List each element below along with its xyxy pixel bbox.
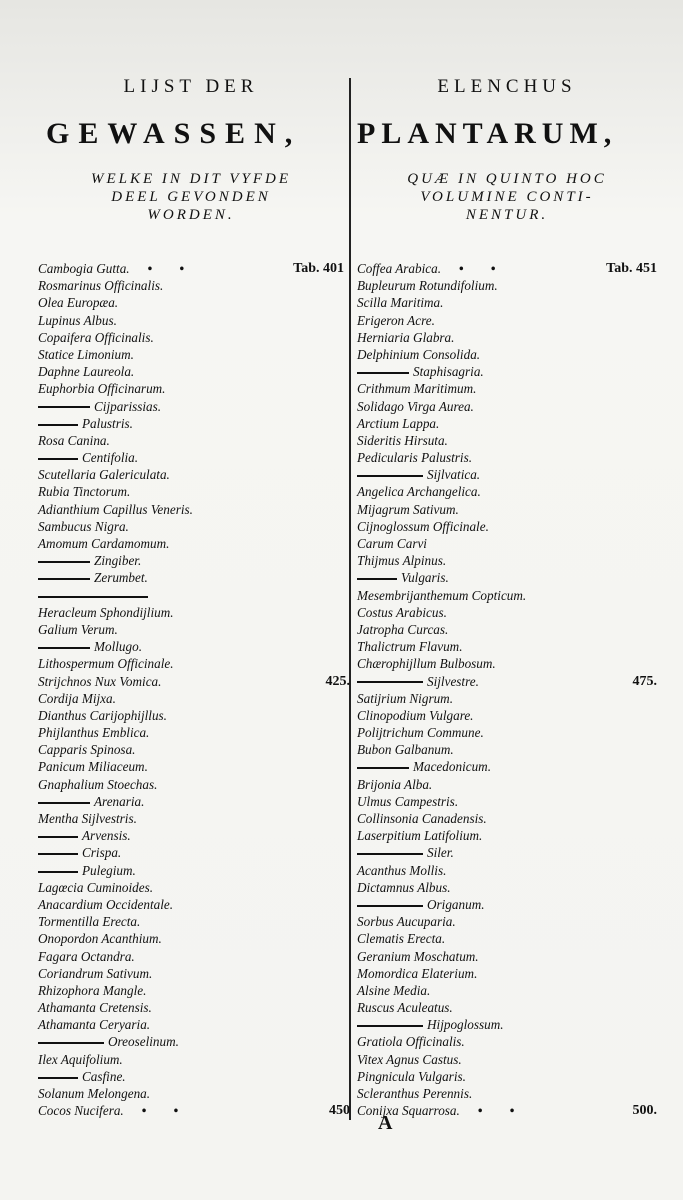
- plant-name: Fagara Octandra.: [38, 948, 135, 964]
- plant-name: Arenaria.: [94, 793, 145, 809]
- plant-entry: [357, 655, 657, 672]
- plant-entry: [38, 913, 344, 930]
- plant-entry: [357, 518, 657, 535]
- ditto-dash: [38, 458, 78, 460]
- plant-name: Geranium Moschatum.: [357, 948, 479, 964]
- plant-name: Heracleum Sphondijlium.: [38, 604, 174, 620]
- plant-name: Gnaphalium Stoechas.: [38, 776, 158, 792]
- plant-name: Pedicularis Palustris.: [357, 450, 473, 466]
- right-heading-1: ELENCHUS: [437, 76, 577, 97]
- ditto-dash: [357, 372, 409, 374]
- plant-entry: [357, 758, 657, 775]
- ditto-dash: [357, 578, 397, 580]
- plant-name: Sijlvatica.: [427, 467, 481, 483]
- plant-name: Anacardium Occidentale.: [38, 896, 174, 912]
- ditto-dash: [357, 767, 409, 769]
- ditto-dash: [38, 871, 78, 873]
- plant-entry: [357, 621, 657, 638]
- plant-name: Rubia Tinctorum.: [38, 484, 131, 500]
- plant-entry: [357, 604, 657, 621]
- plant-entry: [38, 896, 344, 913]
- plate-number: 425.: [325, 673, 350, 689]
- plant-name: Sorbus Aucuparia.: [357, 914, 456, 930]
- plant-entry: [357, 896, 657, 913]
- plant-name: Galium Verum.: [38, 621, 118, 637]
- plant-entry: [357, 1016, 657, 1033]
- plant-name: Copaifera Officinalis.: [38, 329, 154, 345]
- plant-entry: [38, 741, 344, 758]
- plant-entry: [38, 690, 344, 707]
- dutch-column: [38, 74, 350, 1119]
- plant-entry: [357, 483, 657, 500]
- plant-entry: [38, 965, 344, 982]
- left-subheading: [38, 170, 344, 224]
- plant-name: Brijonia Alba.: [357, 776, 433, 792]
- plant-entry: [38, 518, 344, 535]
- left-heading-2: GEWASSEN,: [46, 117, 302, 150]
- plant-name: Jatropha Curcas.: [357, 621, 449, 637]
- plant-entry: [38, 312, 344, 329]
- plant-name: Sideritis Hirsuta.: [357, 432, 448, 448]
- left-subheading-line: WELKE IN DIT VYFDE: [91, 171, 291, 187]
- plant-entry: [357, 673, 657, 690]
- plant-name: Delphinium Consolida.: [357, 346, 481, 362]
- plant-name: Ruscus Aculeatus.: [357, 1000, 453, 1016]
- plant-name: Vitex Agnus Castus.: [357, 1051, 462, 1067]
- plant-entry: [357, 1051, 657, 1068]
- plant-name: Cijparissias.: [94, 398, 162, 414]
- ditto-dash: [357, 1025, 423, 1027]
- plant-entry: [38, 844, 344, 861]
- plant-name: Zerumbet.: [94, 570, 148, 586]
- ditto-dash: [357, 475, 423, 477]
- plant-name: Clinopodium Vulgare.: [357, 707, 474, 723]
- plant-entry: [357, 707, 657, 724]
- separator-rule: [38, 596, 148, 598]
- plant-name: Athamanta Cretensis.: [38, 1000, 152, 1016]
- plate-number: 450: [329, 1103, 350, 1119]
- plant-entry: [38, 346, 344, 363]
- plant-name: Coffea Arabica.: [357, 261, 442, 276]
- plant-name: Herniaria Glabra.: [357, 329, 455, 345]
- left-subheading-line: WORDEN.: [147, 207, 235, 223]
- plant-entry: [357, 862, 657, 879]
- plant-name: Scilla Maritima.: [357, 295, 444, 311]
- plant-name: Clematis Erecta.: [357, 931, 446, 947]
- plant-entry: [357, 1102, 657, 1119]
- plant-name: Rhizophora Mangle.: [38, 982, 147, 998]
- plant-name: Scutellaria Galericulata.: [38, 467, 170, 483]
- ditto-dash: [38, 561, 90, 563]
- plant-name: Costus Arabicus.: [357, 604, 447, 620]
- plant-entry: [357, 449, 657, 466]
- plant-entry: [38, 621, 344, 638]
- plant-name: Arvensis.: [82, 828, 131, 844]
- plant-entry: [38, 501, 344, 518]
- plant-entry: [357, 569, 657, 586]
- ditto-dash: [38, 406, 90, 408]
- plant-entry: [357, 930, 657, 947]
- plant-name: Solidago Virga Aurea.: [357, 398, 474, 414]
- plant-entry: [38, 535, 344, 552]
- plant-name: Polijtrichum Commune.: [357, 725, 484, 741]
- plant-entry: [38, 466, 344, 483]
- plant-name: Mollugo.: [94, 639, 142, 655]
- plant-entry: [38, 827, 344, 844]
- leader-dots: • •: [477, 1103, 527, 1119]
- plant-name: Momordica Elaterium.: [357, 965, 478, 981]
- plant-name: Mijagrum Sativum.: [357, 501, 459, 517]
- right-subheading-line: VOLUMINE CONTI-: [420, 189, 594, 205]
- right-subheading: [357, 170, 657, 224]
- plant-name: Mesembrijanthemum Copticum.: [357, 587, 527, 603]
- plant-entry: [38, 948, 344, 965]
- plant-name: Gratiola Officinalis.: [357, 1034, 465, 1050]
- plant-entry: [357, 948, 657, 965]
- plate-number: 475.: [632, 673, 657, 689]
- plant-entry: [357, 1085, 657, 1102]
- plant-name: Tormentilla Erecta.: [38, 914, 141, 930]
- plant-entry: [357, 741, 657, 758]
- plant-entry: [38, 655, 344, 672]
- plant-name: Cambogia Gutta.: [38, 261, 130, 276]
- plant-entry: [357, 466, 657, 483]
- plant-name: Chærophijllum Bulbosum.: [357, 656, 496, 672]
- plant-name: Dianthus Carijophijllus.: [38, 707, 167, 723]
- plant-name: Laserpitium Latifolium.: [357, 828, 483, 844]
- plant-name: Pingnicula Vulgaris.: [357, 1068, 466, 1084]
- plant-name: Lupinus Albus.: [38, 312, 117, 328]
- plant-entry: [38, 638, 344, 655]
- plant-name: Pulegium.: [82, 862, 136, 878]
- plant-name: Athamanta Ceryaria.: [38, 1017, 151, 1033]
- plant-entry: [357, 913, 657, 930]
- plant-name: Cijnoglossum Officinale.: [357, 518, 489, 534]
- signature-mark: A: [378, 1112, 393, 1134]
- plant-entry: [38, 432, 344, 449]
- ditto-dash: [357, 853, 423, 855]
- plant-name: Oreoselinum.: [108, 1034, 179, 1050]
- plant-entry: [357, 432, 657, 449]
- plant-entry: [357, 793, 657, 810]
- plant-name: Panicum Miliaceum.: [38, 759, 148, 775]
- plant-name: Crispa.: [82, 845, 122, 861]
- plant-name: Acanthus Mollis.: [357, 862, 447, 878]
- plant-name: Solanum Melongena.: [38, 1086, 151, 1101]
- plant-entry: [38, 294, 344, 311]
- plant-name: Sambucus Nigra.: [38, 518, 129, 534]
- plate-number: Tab. 401: [293, 261, 344, 276]
- plant-name: Sijlvestre.: [427, 673, 479, 689]
- plant-entry: [38, 260, 344, 277]
- plant-name: Palustris.: [82, 415, 133, 431]
- plant-entry: [357, 587, 657, 604]
- plant-entry: [357, 1068, 657, 1085]
- column-divider: [349, 78, 351, 1120]
- plant-entry: [38, 1085, 344, 1102]
- plant-name: Thijmus Alpinus.: [357, 553, 447, 569]
- plant-name: Satijrium Nigrum.: [357, 690, 453, 706]
- ditto-dash: [38, 802, 90, 804]
- plant-name: Mentha Sijlvestris.: [38, 811, 137, 826]
- plant-name: Strijchnos Nux Vomica.: [38, 673, 162, 689]
- plant-name: Phijlanthus Emblica.: [38, 725, 150, 741]
- plant-entry: [38, 862, 344, 879]
- plant-name: Statice Limonium.: [38, 346, 134, 362]
- plant-entry: [357, 380, 657, 397]
- plant-entry: [38, 1051, 344, 1068]
- ditto-dash: [38, 424, 78, 426]
- plant-entry: [38, 329, 344, 346]
- plant-entry: [38, 363, 344, 380]
- plant-name: Rosmarinus Officinalis.: [38, 278, 164, 294]
- plant-entry: [38, 1068, 344, 1085]
- plant-entry: [357, 810, 657, 827]
- plant-entry: [38, 1033, 344, 1050]
- right-heading-2: PLANTARUM,: [357, 117, 618, 150]
- ditto-dash: [38, 647, 90, 649]
- plant-name: Cordija Mijxa.: [38, 690, 116, 706]
- plant-entry: [38, 569, 344, 586]
- plant-name: Casfine.: [82, 1068, 126, 1084]
- plant-entry: [357, 552, 657, 569]
- ditto-dash: [38, 836, 78, 838]
- plant-entry: [357, 398, 657, 415]
- plant-entry: [38, 604, 344, 621]
- plant-name: Amomum Cardamomum.: [38, 536, 170, 551]
- plant-name: Olea Europæa.: [38, 295, 119, 311]
- plant-name: Adianthium Capillus Veneris.: [38, 501, 193, 517]
- plant-entry: [38, 776, 344, 793]
- plant-name: Vulgaris.: [401, 570, 449, 586]
- plant-name: Macedonicum.: [413, 759, 491, 775]
- plant-name: Conijxa Squarrosa.: [357, 1103, 460, 1119]
- plant-name: Cocos Nucifera.: [38, 1103, 124, 1119]
- plate-number: Tab. 451: [606, 261, 657, 276]
- ditto-dash: [357, 905, 423, 907]
- plant-name: Centifolia.: [82, 450, 139, 466]
- plant-name: Coriandrum Sativum.: [38, 965, 153, 981]
- right-subheading-line: NENTUR.: [465, 207, 549, 223]
- plant-entry: [357, 982, 657, 999]
- right-subheading-line: QUÆ IN QUINTO HOC: [407, 171, 607, 187]
- ditto-dash: [38, 578, 90, 580]
- plant-entry: [357, 690, 657, 707]
- plant-entry: [38, 758, 344, 775]
- ditto-dash: [38, 853, 78, 855]
- ditto-dash: [38, 1077, 78, 1079]
- plant-name: Hijpoglossum.: [427, 1017, 504, 1033]
- plant-entry: [357, 879, 657, 896]
- leader-dots: • •: [459, 261, 508, 276]
- plant-entry: [38, 810, 344, 827]
- plant-name: Daphne Laureola.: [38, 364, 135, 380]
- plant-entry: [357, 724, 657, 741]
- plant-name: Bubon Galbanum.: [357, 742, 454, 758]
- plant-name: Rosa Canina.: [38, 432, 110, 448]
- plant-entry: [38, 398, 344, 415]
- plant-name: Capparis Spinosa.: [38, 742, 136, 758]
- plant-entry: [38, 982, 344, 999]
- plant-entry: [38, 1102, 350, 1119]
- plant-entry: [38, 380, 344, 397]
- plant-name: Arctium Lappa.: [357, 415, 440, 431]
- plant-entry: [357, 501, 657, 518]
- plant-name: Staphisagria.: [413, 364, 484, 380]
- plant-name: Zingiber.: [94, 553, 142, 569]
- plant-name: Collinsonia Canadensis.: [357, 811, 487, 826]
- plant-entry: [357, 1033, 657, 1050]
- plant-entry: [38, 724, 344, 741]
- plant-entry: [357, 776, 657, 793]
- plant-name: Erigeron Acre.: [357, 312, 435, 328]
- plant-name: Carum Carvi: [357, 536, 427, 551]
- plant-entry: [38, 879, 344, 896]
- plant-entry: [357, 363, 657, 380]
- plant-entry: [357, 260, 657, 277]
- plant-entry: [357, 535, 657, 552]
- ditto-dash: [357, 681, 423, 683]
- plant-entry: [357, 999, 657, 1016]
- plant-name: Origanum.: [427, 896, 485, 912]
- plant-name: Dictamnus Albus.: [357, 879, 451, 895]
- left-heading-1: LIJST DER: [123, 76, 259, 97]
- plate-number: 500.: [632, 1103, 657, 1119]
- plant-entry: [38, 277, 344, 294]
- left-plant-list: [38, 260, 350, 1119]
- plant-entry: [38, 930, 344, 947]
- plant-entry: [357, 294, 657, 311]
- plant-entry: [38, 707, 344, 724]
- right-plant-list: [357, 260, 657, 1119]
- ditto-dash: [38, 1042, 104, 1044]
- plant-entry: [38, 552, 344, 569]
- plant-name: Scleranthus Perennis.: [357, 1086, 473, 1101]
- plant-entry: [357, 844, 657, 861]
- plant-name: Lithospermum Officinale.: [38, 656, 174, 672]
- plant-entry: [38, 1016, 344, 1033]
- plant-entry: [357, 638, 657, 655]
- plant-entry: [38, 483, 344, 500]
- plant-name: Onopordon Acanthium.: [38, 931, 162, 947]
- plant-entry: [357, 827, 657, 844]
- leader-dots: • •: [147, 261, 197, 276]
- latin-column: [357, 74, 657, 1119]
- plant-name: Bupleurum Rotundifolium.: [357, 278, 498, 294]
- plant-name: Siler.: [427, 845, 454, 861]
- leader-dots: • •: [141, 1103, 191, 1119]
- plant-name: Euphorbia Officinarum.: [38, 381, 166, 397]
- plant-name: Ulmus Campestris.: [357, 793, 459, 809]
- plant-entry: [357, 312, 657, 329]
- plant-entry: [357, 346, 657, 363]
- plant-name: Thalictrum Flavum.: [357, 639, 463, 655]
- plant-entry: [38, 449, 344, 466]
- plant-entry: [38, 793, 344, 810]
- plant-entry: [357, 965, 657, 982]
- plant-entry: [38, 587, 344, 604]
- plant-name: Lagœcia Cuminoides.: [38, 879, 154, 895]
- plant-name: Angelica Archangelica.: [357, 484, 481, 500]
- left-subheading-line: DEEL GEVONDEN: [111, 189, 271, 205]
- plant-entry: [357, 277, 657, 294]
- plant-entry: [38, 673, 350, 690]
- plant-entry: [357, 415, 657, 432]
- plant-name: Ilex Aquifolium.: [38, 1051, 123, 1067]
- plant-entry: [38, 415, 344, 432]
- plant-entry: [38, 999, 344, 1016]
- plant-entry: [357, 329, 657, 346]
- plant-name: Alsine Media.: [357, 982, 431, 998]
- plant-name: Crithmum Maritimum.: [357, 381, 477, 397]
